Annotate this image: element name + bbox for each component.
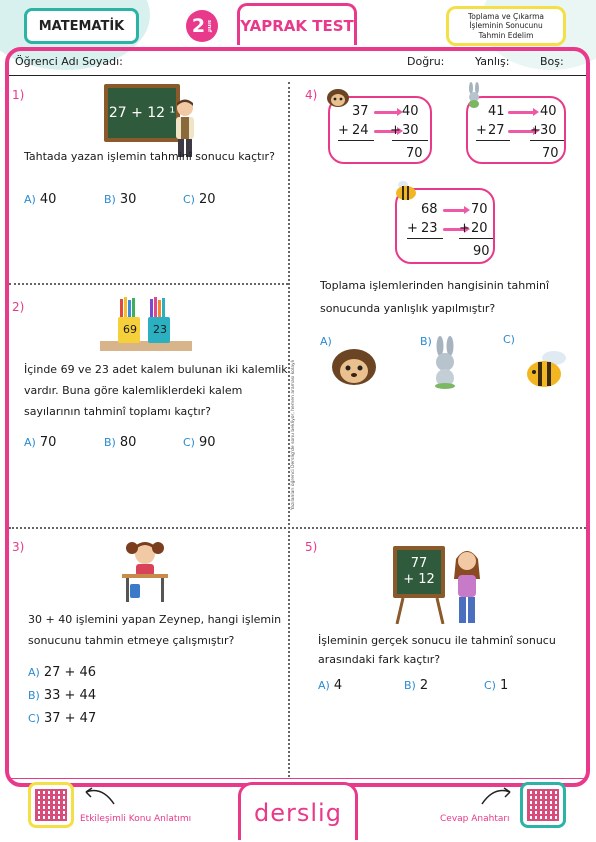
pencil-cups-illustration xyxy=(100,295,192,353)
curved-arrow-icon xyxy=(480,784,514,806)
topic-line: Tahmin Edelim xyxy=(478,30,534,40)
q3-option-a[interactable]: A) 27 + 46 xyxy=(28,665,97,680)
watermark: Yazılanları öğrenci Derslig'de sonu bekliyor, hemen araması kolaylı xyxy=(291,359,296,510)
row-divider xyxy=(9,527,586,529)
operation-box-rabbit: 41 + 27 40 + 30 70 xyxy=(466,96,566,164)
q4-option-b[interactable]: B) xyxy=(420,335,432,348)
q2-option-c[interactable]: C) 90 xyxy=(183,435,216,450)
q1-option-c[interactable]: C) 20 xyxy=(183,192,216,207)
grade-suffix: sınıf xyxy=(206,19,213,33)
question-5-text: İşleminin gerçek sonucu ile tahminî sonucu arasındaki fark kaçtır? xyxy=(318,634,556,666)
rabbit-icon xyxy=(430,336,460,390)
grade-number: 2 xyxy=(191,15,206,37)
interactive-lesson-link[interactable]: Etkileşimli Konu Anlatımı xyxy=(80,814,192,824)
board-number-a: 77 xyxy=(410,556,428,572)
operation-box-hedgehog: 37 + 24 40 + 30 70 xyxy=(328,96,432,164)
row-divider xyxy=(9,283,288,285)
student-row-line xyxy=(9,75,586,76)
chalkboard xyxy=(393,546,445,598)
hedgehog-icon xyxy=(330,345,378,387)
q4-option-a[interactable]: A) xyxy=(320,335,332,348)
board-text: 27 + 12 ¹ xyxy=(108,105,176,121)
bee-icon xyxy=(524,350,572,390)
board-number-b: + 12 xyxy=(403,572,435,587)
derslig-logo: derslig xyxy=(238,782,358,840)
answer-key-link[interactable]: Cevap Anahtarı xyxy=(440,814,510,824)
grade-badge xyxy=(186,10,218,42)
hedgehog-icon xyxy=(326,86,350,108)
student-name-label: Öğrenci Adı Soyadı: xyxy=(15,55,123,68)
q2-option-b[interactable]: B) 80 xyxy=(104,435,137,450)
rabbit-icon xyxy=(466,82,482,108)
curved-arrow-icon xyxy=(82,784,116,806)
girl-thinking-illustration xyxy=(450,545,484,627)
cup-label-1: 69 xyxy=(123,323,137,336)
empty-label: Boş: xyxy=(540,55,564,68)
correct-label: Doğru: xyxy=(407,55,445,68)
question-2-text: İçinde 69 ve 23 adet kalem bulunan iki kalemlik vardır. Buna göre kalemliklerdeki kalem sayılarının tahminî toplamı kaçtır? xyxy=(24,363,288,418)
q5-option-a[interactable]: A) 4 xyxy=(318,678,343,693)
topic-line: Toplama ve Çıkarma xyxy=(467,11,545,21)
q4-option-c[interactable]: C) xyxy=(503,333,515,346)
student-at-desk-illustration xyxy=(120,538,170,606)
easel-legs xyxy=(395,598,445,624)
bee-icon xyxy=(394,180,418,202)
wrong-label: Yanlış: xyxy=(475,55,510,68)
student-info-row xyxy=(15,55,580,75)
qr-code-right[interactable] xyxy=(520,782,566,828)
question-number: 1) xyxy=(12,88,25,102)
q5-option-b[interactable]: B) 2 xyxy=(404,678,429,693)
cup-label-2: 23 xyxy=(153,323,167,336)
chalkboard xyxy=(104,84,180,142)
subject-label: MATEMATİK xyxy=(24,8,139,44)
topic-line: İşleminin Sonucunu xyxy=(469,21,543,31)
question-3-text: 30 + 40 işlemini yapan Zeynep, hangi işlemin sonucunu tahmin etmeye çalışmıştır? xyxy=(28,613,282,647)
question-number: 3) xyxy=(12,540,25,554)
footer-line xyxy=(9,778,586,779)
q3-option-c[interactable]: C) 37 + 47 xyxy=(28,711,97,726)
q3-option-b[interactable]: B) 33 + 44 xyxy=(28,688,97,703)
question-number: 2) xyxy=(12,300,25,314)
question-number: 5) xyxy=(305,540,318,554)
qr-code-left[interactable] xyxy=(28,782,74,828)
question-4-text: Toplama işlemlerinden hangisinin tahminî sonucunda yanlışlık yapılmıştır? xyxy=(320,279,550,316)
q1-option-a[interactable]: A) 40 xyxy=(24,192,57,207)
topic-box xyxy=(446,6,566,46)
operation-box-bee: 68 + 23 70 + 20 90 xyxy=(395,188,495,264)
question-1-text: Tahtada yazan işlemin tahminî sonucu kaçtır? xyxy=(24,150,275,163)
q1-option-b[interactable]: B) 30 xyxy=(104,192,137,207)
q5-option-c[interactable]: C) 1 xyxy=(484,678,509,693)
test-title: YAPRAK TEST xyxy=(237,3,357,45)
question-number: 4) xyxy=(305,88,318,102)
q2-option-a[interactable]: A) 70 xyxy=(24,435,57,450)
